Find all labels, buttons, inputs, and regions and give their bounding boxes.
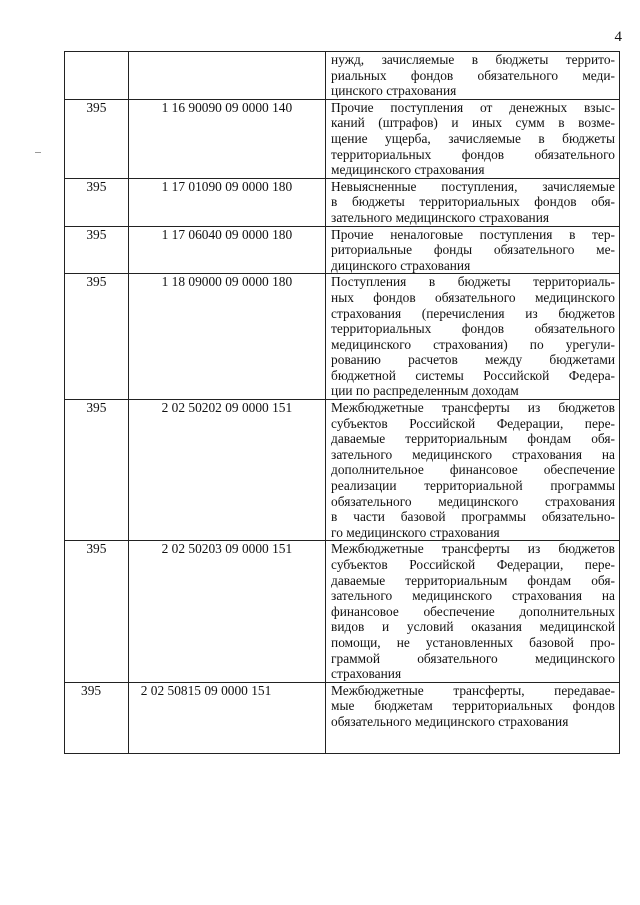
budget-classification-code-cell: 2 02 50202 09 0000 151 <box>128 400 325 541</box>
revenue-name-line: территориальных фондов обязательного <box>331 146 615 162</box>
revenue-name-line: страхования (перечисления из бюджетов <box>331 305 615 321</box>
revenue-name-line: финансовое обеспечение дополнительных <box>331 603 615 619</box>
revenue-name-line: зательного медицинского страхования <box>331 209 550 225</box>
budget-classification-code-cell: 1 17 01090 09 0000 180 <box>128 178 325 226</box>
revenue-name-line: в части базовой программы обязательно- <box>331 509 615 525</box>
revenue-name-cell <box>326 400 620 541</box>
revenue-name-line: Прочие неналоговые поступления в тер- <box>331 226 615 242</box>
revenue-name-line: мые бюджетам территориальных фондов <box>331 698 615 714</box>
admin-code-cell: 395 <box>65 400 129 541</box>
revenue-name-cell <box>326 541 620 682</box>
revenue-name-cell <box>326 226 620 274</box>
admin-code-cell: 395 <box>65 178 129 226</box>
revenue-name-line: ных фондов обязательного медицинского <box>331 289 615 305</box>
revenue-name-line: страхования <box>331 666 402 682</box>
admin-code-cell: 395 <box>65 682 129 753</box>
table-row <box>65 400 620 541</box>
revenue-name-line: граммой обязательного медицинского <box>331 650 615 666</box>
table-row <box>65 226 620 274</box>
revenue-name-line: даваемые территориальным фондам обя- <box>331 431 615 447</box>
revenue-name-line: в бюджеты территориальных фондов обя- <box>331 194 615 210</box>
revenue-name-cell <box>326 682 620 753</box>
budget-classification-code-cell: 1 17 06040 09 0000 180 <box>128 226 325 274</box>
revenue-name-line: медицинского страхования <box>331 162 485 178</box>
revenue-name-line: субъектов Российской Федерации, пере- <box>331 415 615 431</box>
table-body <box>65 52 620 754</box>
admin-code-cell: 395 <box>65 226 129 274</box>
budget-classification-code-cell: 2 02 50815 09 0000 151 <box>128 682 325 753</box>
revenue-name-line: видов и условий оказания медицинской <box>331 619 615 635</box>
table-row <box>65 274 620 400</box>
scan-artifact <box>35 152 41 153</box>
budget-classification-code-cell: 1 18 09000 09 0000 180 <box>128 274 325 400</box>
revenue-name-line: го медицинского страхования <box>331 524 500 540</box>
revenue-name-cell <box>326 52 620 100</box>
revenue-name-line: риториальные фонды обязательного ме- <box>331 242 615 258</box>
admin-code-cell: 395 <box>65 274 129 400</box>
revenue-name-line: риальных фондов обязательного меди- <box>331 67 615 83</box>
revenue-name-line: медицинского страхования) по урегули- <box>331 336 615 352</box>
table-row <box>65 52 620 100</box>
revenue-name-line: обязательного медицинского страхования <box>331 713 569 729</box>
budget-codes-table <box>64 51 620 754</box>
table-row <box>65 99 620 178</box>
revenue-name-line: бюджетной системы Российской Федера- <box>331 367 615 383</box>
revenue-name-line: Невыясненные поступления, зачисляемые <box>331 178 615 194</box>
revenue-name-line: Межбюджетные трансферты из бюджетов <box>331 541 615 557</box>
admin-code-cell: 395 <box>65 541 129 682</box>
budget-classification-code-cell: 2 02 50203 09 0000 151 <box>128 541 325 682</box>
admin-code-cell: 395 <box>65 99 129 178</box>
revenue-name-cell <box>326 178 620 226</box>
revenue-name-line: территориальных фондов обязательного <box>331 321 615 337</box>
revenue-name-line: рованию расчетов между бюджетами <box>331 352 615 368</box>
revenue-name-line: реализации территориальной программы <box>331 478 615 494</box>
revenue-name-line: Поступления в бюджеты территориаль- <box>331 274 615 290</box>
table-row <box>65 682 620 753</box>
revenue-name-line: Прочие поступления от денежных взыс- <box>331 99 615 115</box>
admin-code-cell <box>65 52 129 100</box>
revenue-name-cell <box>326 99 620 178</box>
revenue-name-line: помощи, не установленных базовой про- <box>331 634 615 650</box>
revenue-name-line: дицинского страхования <box>331 257 471 273</box>
revenue-name-line: зательного медицинского страхования на <box>331 446 615 462</box>
budget-classification-code-cell: 1 16 90090 09 0000 140 <box>128 99 325 178</box>
revenue-name-line: субъектов Российской Федерации, пере- <box>331 557 615 572</box>
page-number: 4 <box>614 29 622 45</box>
budget-classification-code-cell <box>128 52 325 100</box>
revenue-name-line: дополнительное финансовое обеспечение <box>331 462 615 478</box>
revenue-name-line: каний (штрафов) и иных сумм в возме- <box>331 115 615 131</box>
revenue-name-line: Межбюджетные трансферты из бюджетов <box>331 400 615 416</box>
revenue-name-line: Межбюджетные трансферты, передавае- <box>331 682 615 698</box>
revenue-name-cell <box>326 274 620 400</box>
table-row <box>65 541 620 682</box>
revenue-name-line: нужд, зачисляемые в бюджеты террито- <box>331 52 615 67</box>
revenue-name-line: ции по распределенным доходам <box>331 383 519 399</box>
revenue-name-line: даваемые территориальным фондам обя- <box>331 572 615 588</box>
table-row <box>65 178 620 226</box>
revenue-name-line: зательного медицинского страхования на <box>331 588 615 604</box>
revenue-name-line: цинского страхования <box>331 83 457 99</box>
revenue-name-line: обязательного медицинского страхования <box>331 493 615 509</box>
revenue-name-line: щение ущерба, зачисляемые в бюджеты <box>331 130 615 146</box>
